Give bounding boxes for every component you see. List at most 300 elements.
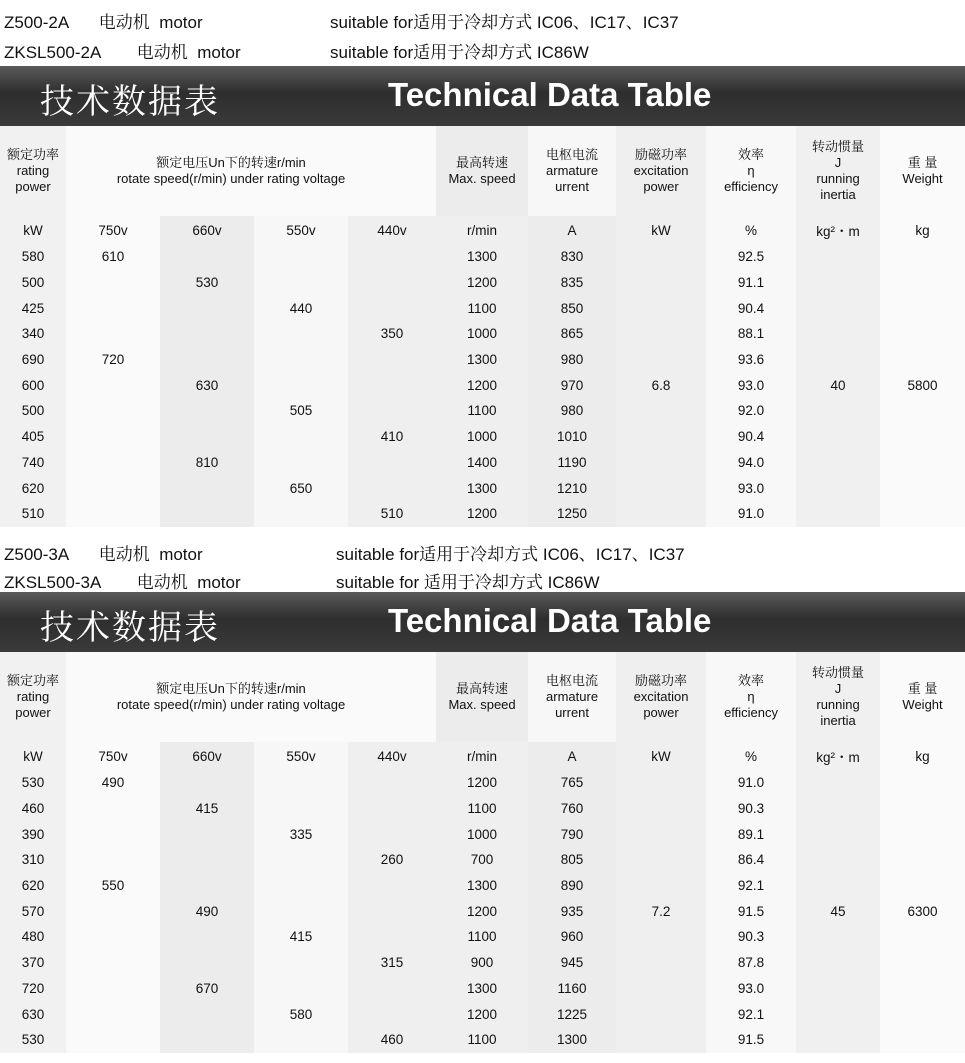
table-row	[0, 924, 965, 950]
cell-speed-660v	[160, 873, 254, 899]
cell-speed-660v	[160, 424, 254, 450]
cell-armature-current: 850	[528, 295, 616, 321]
cell-power-kw: 630	[0, 1001, 66, 1027]
table-row	[0, 398, 965, 424]
cell-weight	[880, 1027, 965, 1053]
cell-efficiency: 87.8	[706, 950, 796, 976]
cell-power-kw: 370	[0, 950, 66, 976]
cell-efficiency: 90.4	[706, 424, 796, 450]
unit-speed-660v: 660v	[160, 216, 254, 244]
unit-efficiency: %	[706, 742, 796, 770]
cell-inertia	[796, 1001, 880, 1027]
cell-armature-current: 1010	[528, 424, 616, 450]
table-row	[0, 796, 965, 822]
cell-inertia	[796, 847, 880, 873]
cell-power-kw: 620	[0, 475, 66, 501]
cell-speed-660v: 490	[160, 898, 254, 924]
unit-efficiency: %	[706, 216, 796, 244]
cell-efficiency: 92.1	[706, 873, 796, 899]
cell-efficiency: 91.1	[706, 270, 796, 296]
cell-speed-440v	[348, 398, 436, 424]
cell-excitation-power	[616, 924, 706, 950]
units-row	[0, 216, 965, 244]
cell-weight	[880, 847, 965, 873]
cooling-method: suitable for 适用于冷却方式 IC86W	[336, 573, 600, 592]
cell-armature-current: 1250	[528, 501, 616, 527]
cell-inertia	[796, 501, 880, 527]
cell-speed-750v: 610	[66, 244, 160, 270]
cell-weight	[880, 424, 965, 450]
cell-inertia	[796, 270, 880, 296]
cell-power-kw: 390	[0, 821, 66, 847]
cell-speed-750v	[66, 424, 160, 450]
banner-title-en: Technical Data Table	[388, 76, 712, 113]
section-z500-3a	[0, 530, 965, 1063]
cell-weight	[880, 873, 965, 899]
header-speed: 额定电压Un下的转速r/min rotate speed(r/min) under rating voltage	[66, 126, 436, 216]
table-row	[0, 475, 965, 501]
cell-efficiency: 93.0	[706, 976, 796, 1002]
cell-speed-660v: 630	[160, 372, 254, 398]
table-row	[0, 976, 965, 1002]
cell-speed-750v: 490	[66, 770, 160, 796]
cell-weight	[880, 321, 965, 347]
cell-armature-current: 980	[528, 398, 616, 424]
table-row	[0, 450, 965, 476]
cell-armature-current: 1190	[528, 450, 616, 476]
cell-speed-550v: 580	[254, 1001, 348, 1027]
cell-speed-440v: 460	[348, 1027, 436, 1053]
cell-armature-current: 835	[528, 270, 616, 296]
cell-speed-660v	[160, 950, 254, 976]
cell-speed-440v	[348, 770, 436, 796]
banner-title-en: Technical Data Table	[388, 602, 712, 639]
cell-max-speed: 1200	[436, 898, 528, 924]
cell-excitation-power	[616, 1027, 706, 1053]
cell-speed-440v: 315	[348, 950, 436, 976]
cell-power-kw: 500	[0, 398, 66, 424]
cell-weight	[880, 475, 965, 501]
cell-inertia	[796, 475, 880, 501]
model-line: ZKSL500-2A 电动机 motor	[4, 43, 241, 62]
cell-speed-750v	[66, 475, 160, 501]
cell-speed-660v	[160, 321, 254, 347]
cell-armature-current: 1300	[528, 1027, 616, 1053]
cell-speed-750v	[66, 821, 160, 847]
cell-max-speed: 1000	[436, 424, 528, 450]
table-row	[0, 950, 965, 976]
cell-power-kw: 480	[0, 924, 66, 950]
cell-speed-440v: 410	[348, 424, 436, 450]
cell-speed-550v	[254, 244, 348, 270]
cell-speed-750v	[66, 501, 160, 527]
header-efficiency: 效率 η efficiency	[706, 126, 796, 216]
cell-inertia	[796, 398, 880, 424]
cell-speed-440v	[348, 924, 436, 950]
unit-excitation-power: kW	[616, 742, 706, 770]
cooling-method: suitable for适用于冷却方式 IC06、IC17、IC37	[336, 545, 685, 564]
cell-speed-550v	[254, 796, 348, 822]
cell-inertia	[796, 321, 880, 347]
table-row	[0, 873, 965, 899]
cell-max-speed: 1200	[436, 270, 528, 296]
cell-speed-660v: 530	[160, 270, 254, 296]
cell-weight	[880, 976, 965, 1002]
table-row	[0, 295, 965, 321]
cell-speed-550v	[254, 372, 348, 398]
unit-speed-750v: 750v	[66, 742, 160, 770]
cell-power-kw: 740	[0, 450, 66, 476]
unit-armature-current: A	[528, 216, 616, 244]
unit-power-kw: kW	[0, 742, 66, 770]
cell-excitation-power	[616, 501, 706, 527]
cell-speed-660v: 670	[160, 976, 254, 1002]
cell-excitation-power: 6.8	[616, 372, 706, 398]
cell-speed-660v	[160, 295, 254, 321]
cell-excitation-power	[616, 770, 706, 796]
cell-speed-440v	[348, 796, 436, 822]
model-line: Z500-2A 电动机 motor	[4, 13, 203, 32]
table-row	[0, 270, 965, 296]
unit-power-kw: kW	[0, 216, 66, 244]
cell-speed-550v	[254, 347, 348, 373]
cell-speed-660v	[160, 475, 254, 501]
header-inertia: 转动惯量 J running inertia	[796, 126, 880, 216]
cell-power-kw: 580	[0, 244, 66, 270]
table-row	[0, 770, 965, 796]
cell-armature-current: 1160	[528, 976, 616, 1002]
unit-excitation-power: kW	[616, 216, 706, 244]
cell-speed-440v	[348, 976, 436, 1002]
cell-efficiency: 94.0	[706, 450, 796, 476]
cell-inertia: 45	[796, 898, 880, 924]
cell-weight	[880, 501, 965, 527]
table-row	[0, 424, 965, 450]
cell-max-speed: 1000	[436, 821, 528, 847]
cell-power-kw: 510	[0, 501, 66, 527]
cell-speed-550v	[254, 950, 348, 976]
cell-speed-660v: 415	[160, 796, 254, 822]
cell-armature-current: 935	[528, 898, 616, 924]
cell-speed-750v	[66, 295, 160, 321]
cell-speed-550v	[254, 450, 348, 476]
cell-speed-750v	[66, 976, 160, 1002]
cell-efficiency: 91.0	[706, 770, 796, 796]
cell-inertia	[796, 976, 880, 1002]
cell-excitation-power	[616, 847, 706, 873]
cell-speed-550v: 415	[254, 924, 348, 950]
cell-efficiency: 90.3	[706, 924, 796, 950]
table-row	[0, 898, 965, 924]
cell-speed-550v: 505	[254, 398, 348, 424]
cell-speed-750v: 720	[66, 347, 160, 373]
banner-title-cn: 技术数据表	[40, 83, 220, 121]
cell-weight	[880, 770, 965, 796]
cell-inertia	[796, 450, 880, 476]
cell-weight	[880, 796, 965, 822]
cell-speed-750v	[66, 1027, 160, 1053]
unit-armature-current: A	[528, 742, 616, 770]
cell-armature-current: 1225	[528, 1001, 616, 1027]
header-efficiency: 效率 η efficiency	[706, 652, 796, 742]
cell-inertia: 40	[796, 372, 880, 398]
cell-excitation-power	[616, 270, 706, 296]
table-row	[0, 847, 965, 873]
cell-power-kw: 720	[0, 976, 66, 1002]
cell-speed-440v: 510	[348, 501, 436, 527]
cell-inertia	[796, 950, 880, 976]
cell-inertia	[796, 295, 880, 321]
unit-inertia: kg²・m	[796, 742, 880, 770]
header-power: 额定功率 rating power	[0, 652, 66, 742]
cell-power-kw: 530	[0, 1027, 66, 1053]
cell-speed-750v	[66, 796, 160, 822]
cell-excitation-power	[616, 398, 706, 424]
unit-speed-750v: 750v	[66, 216, 160, 244]
cell-inertia	[796, 821, 880, 847]
unit-weight: kg	[880, 216, 965, 244]
model-line: Z500-3A 电动机 motor	[4, 545, 203, 564]
cell-speed-750v	[66, 1001, 160, 1027]
cell-max-speed: 1200	[436, 372, 528, 398]
cell-speed-550v	[254, 424, 348, 450]
cell-speed-440v: 350	[348, 321, 436, 347]
cell-armature-current: 765	[528, 770, 616, 796]
cell-power-kw: 310	[0, 847, 66, 873]
header-weight: 重 量 Weight	[880, 126, 965, 216]
cell-speed-750v	[66, 450, 160, 476]
cell-speed-440v	[348, 873, 436, 899]
header-speed: 额定电压Un下的转速r/min rotate speed(r/min) under rating voltage	[66, 652, 436, 742]
cell-excitation-power	[616, 347, 706, 373]
cell-inertia	[796, 770, 880, 796]
cell-speed-440v	[348, 898, 436, 924]
cell-max-speed: 1000	[436, 321, 528, 347]
cell-max-speed: 1300	[436, 976, 528, 1002]
cell-excitation-power	[616, 950, 706, 976]
cell-speed-440v	[348, 295, 436, 321]
cell-speed-550v	[254, 976, 348, 1002]
cell-speed-440v: 260	[348, 847, 436, 873]
cell-weight	[880, 295, 965, 321]
cell-armature-current: 970	[528, 372, 616, 398]
header-weight: 重 量 Weight	[880, 652, 965, 742]
cell-weight	[880, 398, 965, 424]
cell-speed-660v	[160, 398, 254, 424]
cell-max-speed: 1300	[436, 347, 528, 373]
cell-speed-440v	[348, 372, 436, 398]
cell-max-speed: 1100	[436, 924, 528, 950]
cell-efficiency: 93.6	[706, 347, 796, 373]
unit-max-speed: r/min	[436, 742, 528, 770]
cell-speed-550v: 335	[254, 821, 348, 847]
table-row	[0, 821, 965, 847]
cell-speed-750v	[66, 372, 160, 398]
table-row	[0, 321, 965, 347]
cell-speed-550v: 440	[254, 295, 348, 321]
cell-efficiency: 92.0	[706, 398, 796, 424]
header-row	[0, 652, 965, 742]
cell-weight	[880, 950, 965, 976]
cell-efficiency: 92.5	[706, 244, 796, 270]
cell-efficiency: 89.1	[706, 821, 796, 847]
cell-speed-550v	[254, 770, 348, 796]
cell-speed-660v	[160, 501, 254, 527]
table-row	[0, 347, 965, 373]
cell-speed-660v	[160, 1001, 254, 1027]
cell-inertia	[796, 796, 880, 822]
cell-speed-550v	[254, 898, 348, 924]
header-excitation-power: 励磁功率 excitation power	[616, 652, 706, 742]
cell-inertia	[796, 244, 880, 270]
header-max-speed: 最高转速 Max. speed	[436, 126, 528, 216]
cell-armature-current: 865	[528, 321, 616, 347]
unit-speed-440v: 440v	[348, 216, 436, 244]
cell-speed-550v	[254, 321, 348, 347]
cell-max-speed: 1100	[436, 295, 528, 321]
cell-weight: 5800	[880, 372, 965, 398]
cooling-method: suitable for适用于冷却方式 IC06、IC17、IC37	[330, 13, 679, 32]
cell-speed-660v	[160, 1027, 254, 1053]
cell-power-kw: 690	[0, 347, 66, 373]
cell-speed-550v	[254, 501, 348, 527]
header-armature-current: 电枢电流 armature urrent	[528, 126, 616, 216]
cell-efficiency: 86.4	[706, 847, 796, 873]
cell-armature-current: 980	[528, 347, 616, 373]
unit-speed-660v: 660v	[160, 742, 254, 770]
cell-excitation-power: 7.2	[616, 898, 706, 924]
technical-data-table	[0, 126, 965, 527]
cell-power-kw: 600	[0, 372, 66, 398]
cell-armature-current: 1210	[528, 475, 616, 501]
table-row	[0, 1001, 965, 1027]
cell-speed-750v	[66, 950, 160, 976]
cell-efficiency: 91.5	[706, 1027, 796, 1053]
cell-max-speed: 1200	[436, 770, 528, 796]
cell-weight	[880, 450, 965, 476]
units-row	[0, 742, 965, 770]
cell-power-kw: 460	[0, 796, 66, 822]
technical-data-table	[0, 652, 965, 1053]
cell-speed-660v	[160, 847, 254, 873]
section-z500-2a	[0, 0, 965, 520]
header-excitation-power: 励磁功率 excitation power	[616, 126, 706, 216]
cell-speed-660v	[160, 821, 254, 847]
cell-power-kw: 620	[0, 873, 66, 899]
cell-excitation-power	[616, 450, 706, 476]
cell-efficiency: 91.0	[706, 501, 796, 527]
cell-max-speed: 1100	[436, 398, 528, 424]
unit-speed-440v: 440v	[348, 742, 436, 770]
cell-speed-550v	[254, 873, 348, 899]
unit-inertia: kg²・m	[796, 216, 880, 244]
cell-armature-current: 960	[528, 924, 616, 950]
cell-max-speed: 1300	[436, 475, 528, 501]
cell-inertia	[796, 424, 880, 450]
cell-speed-750v	[66, 924, 160, 950]
model-line: ZKSL500-3A 电动机 motor	[4, 573, 241, 592]
unit-max-speed: r/min	[436, 216, 528, 244]
cell-speed-550v	[254, 847, 348, 873]
cell-power-kw: 340	[0, 321, 66, 347]
cell-speed-440v	[348, 347, 436, 373]
cell-armature-current: 890	[528, 873, 616, 899]
cell-armature-current: 790	[528, 821, 616, 847]
cell-weight	[880, 270, 965, 296]
cell-speed-660v	[160, 924, 254, 950]
cell-excitation-power	[616, 1001, 706, 1027]
cell-speed-660v	[160, 347, 254, 373]
cell-efficiency: 92.1	[706, 1001, 796, 1027]
cell-efficiency: 93.0	[706, 372, 796, 398]
cell-efficiency: 93.0	[706, 475, 796, 501]
cell-speed-550v: 650	[254, 475, 348, 501]
cell-weight	[880, 244, 965, 270]
cell-armature-current: 945	[528, 950, 616, 976]
cell-inertia	[796, 347, 880, 373]
header-row	[0, 126, 965, 216]
cell-excitation-power	[616, 321, 706, 347]
cell-speed-750v	[66, 270, 160, 296]
cell-max-speed: 1100	[436, 1027, 528, 1053]
cell-armature-current: 805	[528, 847, 616, 873]
cell-speed-750v	[66, 847, 160, 873]
cell-weight	[880, 1001, 965, 1027]
cell-excitation-power	[616, 821, 706, 847]
cell-inertia	[796, 924, 880, 950]
cell-max-speed: 1400	[436, 450, 528, 476]
cell-power-kw: 425	[0, 295, 66, 321]
cell-max-speed: 700	[436, 847, 528, 873]
cell-speed-550v	[254, 1027, 348, 1053]
cell-excitation-power	[616, 976, 706, 1002]
cell-excitation-power	[616, 475, 706, 501]
cell-excitation-power	[616, 295, 706, 321]
unit-speed-550v: 550v	[254, 742, 348, 770]
cell-efficiency: 90.3	[706, 796, 796, 822]
cell-armature-current: 830	[528, 244, 616, 270]
cell-power-kw: 530	[0, 770, 66, 796]
cell-speed-660v: 810	[160, 450, 254, 476]
cell-speed-440v	[348, 475, 436, 501]
cell-speed-660v	[160, 244, 254, 270]
table-row	[0, 372, 965, 398]
table-row	[0, 501, 965, 527]
cell-weight: 6300	[880, 898, 965, 924]
cell-speed-750v	[66, 398, 160, 424]
cell-speed-440v	[348, 270, 436, 296]
cell-inertia	[796, 873, 880, 899]
table-banner	[0, 66, 965, 126]
cell-speed-440v	[348, 450, 436, 476]
header-armature-current: 电枢电流 armature urrent	[528, 652, 616, 742]
cell-efficiency: 91.5	[706, 898, 796, 924]
cell-power-kw: 405	[0, 424, 66, 450]
unit-speed-550v: 550v	[254, 216, 348, 244]
cell-speed-440v	[348, 1001, 436, 1027]
cell-excitation-power	[616, 244, 706, 270]
cell-inertia	[796, 1027, 880, 1053]
cell-max-speed: 900	[436, 950, 528, 976]
cell-efficiency: 90.4	[706, 295, 796, 321]
cell-excitation-power	[616, 424, 706, 450]
cell-max-speed: 1300	[436, 873, 528, 899]
cell-power-kw: 570	[0, 898, 66, 924]
cell-efficiency: 88.1	[706, 321, 796, 347]
cell-speed-550v	[254, 270, 348, 296]
table-row	[0, 1027, 965, 1053]
cell-weight	[880, 924, 965, 950]
